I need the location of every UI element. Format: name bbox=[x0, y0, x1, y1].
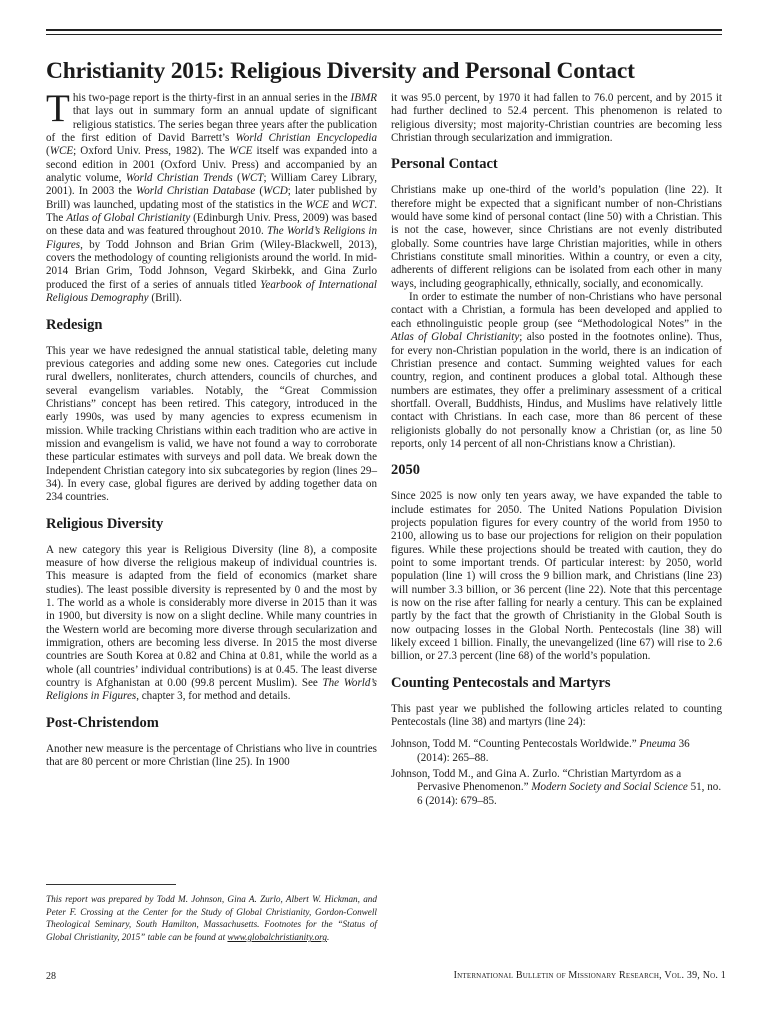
right-column bbox=[391, 92, 722, 808]
page-number: 28 bbox=[46, 971, 56, 982]
top-rule-thin bbox=[46, 34, 722, 35]
contact-paragraph-2: In order to estimate the number of non-Christians who have personal contact with a Christian, a formula has been developed and applied to each ethnolinguistic people group (see “Methodological Notes” in the Atlas of Global Christianity; also posted in the footnotes online). Thus, for every non-Christian population in the world, there is an indication of Christian presence and contact. Summing weighted values for each country, region, and continent produces a global total. Although these numbers are estimates, they offer a preliminary assessment of a critical shortfall. Overall, Buddhists, Hindus, and Muslims have relatively little contact with Christians. In each case, more than 86 percent of these religionists globally do not personally know a Christian (or, as line 50 reports, only 14 percent of all non-Christians know a Christian). bbox=[391, 291, 722, 450]
continuation-paragraph: it was 95.0 percent, by 1970 it had fallen to 76.0 percent, and by 2015 it had further declined to 52.4 percent. This phenomenon is related to religious diversity; most majority-Christian countries are becoming less Christian through secularization and immigration. bbox=[391, 92, 722, 145]
drop-cap: T bbox=[46, 87, 70, 130]
article-title: Christianity 2015: Religious Diversity and Personal Contact bbox=[46, 58, 635, 84]
heading-post-christendom: Post-Christendom bbox=[46, 714, 159, 731]
heading-2050: 2050 bbox=[391, 462, 420, 479]
footnote-link[interactable]: www.globalchristianity.org bbox=[227, 932, 327, 943]
heading-redesign: Redesign bbox=[46, 316, 103, 333]
2050-paragraph: Since 2025 is now only ten years away, we have expanded the table to include estimates for 2050. The United Nations Population Division projects population figures for every country of the world from 1950 to 2100, allowing us to base our projections for religion on their population figures. While these projections should be treated with caution, they do point to some important trends. Of particular interest: by 2050, world population (line 1) will cross the 9 billion mark, and Christians (line 23) will number 3.3 billion, or 36 percent (line 22). Note that this percentage is now on the rise after falling for nearly a century. This can be explained partly by the fact that the growth of Christianity in the Global South is now outpacing losses in the Global North. Pentecostals (line 38) will likely exceed 1 billion. Finally, the unevangelized (line 67) will rise to 2.6 billion, or 27.3 percent (line 68) of the world’s population. bbox=[391, 490, 722, 663]
diversity-paragraph: A new category this year is Religious Diversity (line 8), a composite measure of how diverse the religious makeup of individual countries is. This measure is adapted from the field of economics (market share studies). The least possible diversity is represented by 0 and the most by 1. The world as a whole is considerably more diverse in 2015 than it was in 1900, but diversity is now on a slight decline. While many countries in the Western world are becoming more diverse through secularization and immigration, others are becoming less diverse. In 2015 the most diverse countries are South Korea at 0.82 and China at 0.81, while the world as a whole (all countries’ individual contributions) is at 0.45. The least diverse country is Afghanistan at 0.00 (99.8 percent Muslim). See The World’s Religions in Figures, chapter 3, for method and details. bbox=[46, 543, 377, 703]
top-rule-thick bbox=[46, 29, 722, 31]
reference-item: Johnson, Todd M. “Counting Pentecostals Worldwide.” Pneuma 36 (2014): 265–88. bbox=[391, 738, 690, 764]
heading-religious-diversity: Religious Diversity bbox=[46, 515, 164, 532]
contact-paragraph-1: Christians make up one-third of the world’s population (line 22). It therefore might be expected that a significant number of non-Christians would have some kind of personal contact (line 50) with a Christian. This is not the case, however, since Christians are not evenly distributed globally. Some countries have large Christian majorities, while in others Christians constitute small minorities. Within a country, or even a city, adherents of different religions can be isolated from each other in many ways, including geographically, ethnically, socially, and economically. bbox=[391, 184, 722, 290]
counting-intro: This past year we published the following articles related to counting Pentecostals (line 38) and martyrs (line 24): bbox=[391, 702, 722, 729]
post-christendom-paragraph: Another new measure is the percentage of Christians who live in countries that are 80 percent or more Christian (line 25). In 1900 bbox=[46, 742, 377, 769]
heading-personal-contact: Personal Contact bbox=[391, 156, 498, 173]
redesign-paragraph: This year we have redesigned the annual statistical table, deleting many previous categories and adding some new ones. Categories cut include rural dwellers, nonliterates, church attenders, councils of churches, and several evangelism variables. Notably, the “Great Commission Christians” concept has been retired. This category, introduced in the early 1990s, was used by many agencies to express ecumenism in mission. While tracking Christians within each tradition who are active in mission and evangelism is valid, we have not found a way to corroborate these particular estimates with surveys and poll data. We break down the Independent Christian category into six subcategories by region (lines 29–34). In every case, global figures are derived by adding together data on 234 countries. bbox=[46, 344, 377, 504]
heading-counting-pentecostals: Counting Pentecostals and Martyrs bbox=[391, 674, 611, 691]
intro-paragraph: This two-page report is the thirty-first in an annual series in the IBMR that lays out in summary form an annual update of significant religious statistics. The series began three years after the publication of the first edition of David Barrett’s World Christian Encyclopedia (WCE; Oxford Univ. Press, 1982). The WCE itself was expanded into a second edition in 2001 (Oxford Univ. Press) and accompanied by an analytic volume, World Christian Trends (WCT; William Carey Library, 2001). In 2003 the World Christian Database (WCD; later published by Brill) was launched, updating most of the statistics in the WCE and WCT. The Atlas of Global Christianity (Edinburgh Univ. Press, 2009) was based on these data and was featured throughout 2010. The World’s Religions in Figures, by Todd Johnson and Brian Grim (Wiley-Blackwell, 2013), covers the methodology of counting religionists around the world. In mid-2014 Brian Grim, Todd Johnson, Vegard Skirbekk, and Gina Zurlo produced the first of a series of annuals titled Yearbook of International Religious Demography (Brill). bbox=[46, 87, 378, 305]
reference-item: Johnson, Todd M., and Gina A. Zurlo. “Christian Martyrdom as a Pervasive Phenomenon.” Modern Society and Social Science 51, no. 6 (2014): 679–85. bbox=[391, 768, 722, 807]
footnote-rule bbox=[46, 884, 176, 885]
footnote: This report was prepared by Todd M. Johnson, Gina A. Zurlo, Albert W. Hickman, and Peter F. Crossing at the Center for the Study of Global Christianity, Gordon-Conwell Theological Seminary, South Hamilton, Massachusetts. Footnotes for the “Status of Global Christianity, 2015” table can be found at www.globalchristianity.org. bbox=[46, 894, 377, 943]
running-head: International Bulletin of Missionary Research, Vol. 39, No. 1 bbox=[453, 970, 726, 981]
left-column bbox=[46, 87, 378, 769]
